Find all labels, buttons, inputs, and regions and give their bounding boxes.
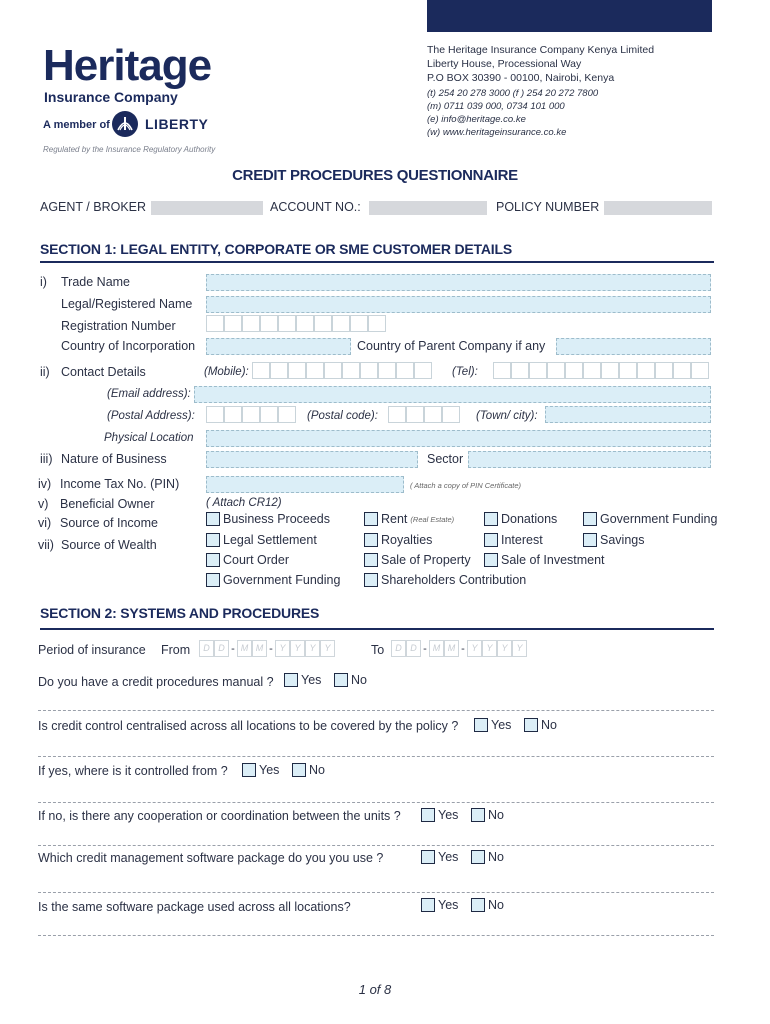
trade-name-label: Trade Name (61, 275, 131, 289)
option-rent[interactable]: Rent (Real Estate) (364, 512, 454, 526)
policy-label: POLICY NUMBER (496, 200, 600, 214)
tel-label: (Tel): (452, 366, 478, 378)
checkbox[interactable] (484, 512, 498, 526)
country-parent-label: Country of Parent Company if any (357, 339, 546, 353)
country-inc-field[interactable] (206, 338, 351, 355)
option-royalties[interactable]: Royalties (364, 533, 432, 547)
legal-name-label: Legal/Registered Name (61, 297, 193, 311)
option-legal-settlement[interactable]: Legal Settlement (206, 533, 317, 547)
q1-no[interactable]: No (334, 673, 367, 687)
checkbox[interactable] (206, 573, 220, 587)
town-label: (Town/ city): (476, 410, 538, 422)
q3-no[interactable]: No (292, 763, 325, 777)
to-label: To (371, 643, 385, 657)
checkbox[interactable] (471, 850, 485, 864)
postal-code-cells[interactable] (388, 406, 460, 423)
checkbox[interactable] (421, 898, 435, 912)
q5-no[interactable]: No (471, 850, 504, 864)
item-iii-label: iii) (40, 452, 53, 466)
q3-yes[interactable]: Yes (242, 763, 279, 777)
checkbox[interactable] (292, 763, 306, 777)
pin-label: Income Tax No. (PIN) (60, 477, 180, 491)
divider (38, 845, 714, 846)
sector-label: Sector (427, 452, 464, 466)
source-income-label: Source of Income (60, 516, 158, 530)
reg-number-label: Registration Number (61, 319, 176, 333)
page-number: 1 of 8 (358, 982, 392, 997)
beneficial-label: Beneficial Owner (60, 497, 155, 511)
postal-address-cells[interactable] (206, 406, 296, 423)
q6-yes[interactable]: Yes (421, 898, 458, 912)
checkbox[interactable] (364, 512, 378, 526)
item-vi-label: vi) (38, 516, 52, 530)
postal-address-label: (Postal Address): (107, 410, 195, 422)
q2-label: Is credit control centralised across all locations to be covered by the policy ? (38, 719, 459, 733)
option-savings[interactable]: Savings (583, 533, 644, 547)
section1-heading: SECTION 1: LEGAL ENTITY, CORPORATE OR SME CUSTOMER DETAILS (40, 241, 512, 257)
checkbox[interactable] (484, 553, 498, 567)
from-label: From (161, 643, 191, 657)
country-inc-label: Country of Incorporation (61, 339, 196, 353)
email-field[interactable] (194, 386, 711, 403)
address-tel: (t) 254 20 278 3000 (f ) 254 20 272 7800 (427, 88, 599, 99)
checkbox[interactable] (206, 553, 220, 567)
town-field[interactable] (545, 406, 711, 423)
address-mobile: (m) 0711 039 000, 0734 101 000 (427, 101, 565, 112)
address-web: (w) www.heritageinsurance.co.ke (427, 127, 567, 138)
divider (38, 710, 714, 711)
trade-name-field[interactable] (206, 274, 711, 291)
heritage-logo: Heritage (43, 41, 212, 90)
checkbox[interactable] (364, 573, 378, 587)
option-shareholders[interactable]: Shareholders Contribution (364, 573, 526, 587)
q1-yes[interactable]: Yes (284, 673, 321, 687)
checkbox[interactable] (206, 533, 220, 547)
option-government-funding[interactable]: Government Funding (583, 512, 717, 526)
checkbox[interactable] (284, 673, 298, 687)
item-v-label: v) (38, 497, 49, 511)
divider (38, 802, 714, 803)
physical-label: Physical Location (104, 432, 194, 444)
checkbox[interactable] (471, 898, 485, 912)
mobile-cells[interactable] (252, 362, 432, 379)
divider (38, 935, 714, 936)
option-sale-property[interactable]: Sale of Property (364, 553, 471, 567)
nature-label: Nature of Business (61, 452, 167, 466)
liberty-statue-icon (111, 110, 139, 138)
divider (38, 756, 714, 757)
q6-no[interactable]: No (471, 898, 504, 912)
section2-rule (40, 628, 714, 630)
q4-yes[interactable]: Yes (421, 808, 458, 822)
q6-label: Is the same software package used across all locations? (38, 900, 351, 914)
legal-name-field[interactable] (206, 296, 711, 313)
q4-no[interactable]: No (471, 808, 504, 822)
q1-label: Do you have a credit procedures manual ? (38, 675, 274, 689)
postal-code-label: (Postal code): (307, 410, 378, 422)
header-bar (427, 0, 712, 32)
to-date-input[interactable]: D D - M M - Y Y Y Y (391, 640, 527, 657)
pin-note: ( Attach a copy of PIN Certificate) (410, 481, 522, 490)
q2-yes[interactable]: Yes (474, 718, 511, 732)
option-interest[interactable]: Interest (484, 533, 543, 547)
reg-number-cells[interactable] (206, 315, 386, 332)
section2-heading: SECTION 2: SYSTEMS AND PROCEDURES (40, 605, 320, 621)
item-i-label: i) (40, 275, 47, 289)
checkbox[interactable] (421, 850, 435, 864)
option-sale-investment[interactable]: Sale of Investment (484, 553, 605, 567)
q2-no[interactable]: No (524, 718, 557, 732)
source-wealth-label: Source of Wealth (61, 538, 157, 552)
address-email: (e) info@heritage.co.ke (427, 114, 526, 125)
sector-field[interactable] (468, 451, 711, 468)
email-label: (Email address): (107, 388, 191, 400)
option-government-funding-2[interactable]: Government Funding (206, 573, 340, 587)
q5-label: Which credit management software package do you you use ? (38, 851, 384, 865)
logo-subtitle: Insurance Company (44, 89, 178, 105)
q4-label: If no, is there any cooperation or coordination between the units ? (38, 809, 401, 823)
option-business-proceeds[interactable]: Business Proceeds (206, 512, 330, 526)
country-parent-field[interactable] (556, 338, 711, 355)
checkbox[interactable] (484, 533, 498, 547)
checkbox[interactable] (583, 512, 597, 526)
from-date-input[interactable]: D D - M M - Y Y Y Y (199, 640, 335, 657)
q5-yes[interactable]: Yes (421, 850, 458, 864)
liberty-logo-text: LIBERTY (145, 116, 209, 132)
checkbox[interactable] (471, 808, 485, 822)
contact-label: Contact Details (61, 365, 146, 379)
tel-cells[interactable] (493, 362, 709, 379)
checkbox[interactable] (421, 808, 435, 822)
checkbox[interactable] (334, 673, 348, 687)
account-field[interactable] (369, 201, 487, 215)
checkbox[interactable] (524, 718, 538, 732)
address-building: Liberty House, Processional Way (427, 58, 582, 70)
item-ii-label: ii) (40, 365, 50, 379)
page-title: CREDIT PROCEDURES QUESTIONNAIRE (232, 167, 518, 184)
physical-field[interactable] (206, 430, 711, 447)
checkbox[interactable] (242, 763, 256, 777)
checkbox[interactable] (583, 533, 597, 547)
attach-cr12-note: ( Attach CR12) (206, 497, 282, 509)
period-label: Period of insurance (38, 643, 146, 657)
address-pobox: P.O BOX 30390 - 00100, Nairobi, Kenya (427, 72, 615, 84)
address-company: The Heritage Insurance Company Kenya Limited (427, 44, 655, 56)
section1-rule (40, 261, 714, 263)
nature-field[interactable] (206, 451, 418, 468)
option-court-order[interactable]: Court Order (206, 553, 289, 567)
checkbox[interactable] (364, 533, 378, 547)
account-label: ACCOUNT NO.: (270, 200, 361, 214)
q3-label: If yes, where is it controlled from ? (38, 764, 228, 778)
option-donations[interactable]: Donations (484, 512, 557, 526)
checkbox[interactable] (206, 512, 220, 526)
member-of-label: A member of (43, 119, 110, 131)
item-vii-label: vii) (38, 538, 54, 552)
regulated-note: Regulated by the Insurance Regulatory Authority (43, 145, 216, 154)
agent-field[interactable] (151, 201, 263, 215)
divider (38, 892, 714, 893)
pin-field[interactable] (206, 476, 404, 493)
checkbox[interactable] (474, 718, 488, 732)
mobile-label: (Mobile): (204, 366, 249, 378)
item-iv-label: iv) (38, 477, 52, 491)
agent-label: AGENT / BROKER (40, 200, 147, 214)
checkbox[interactable] (364, 553, 378, 567)
policy-field[interactable] (604, 201, 712, 215)
